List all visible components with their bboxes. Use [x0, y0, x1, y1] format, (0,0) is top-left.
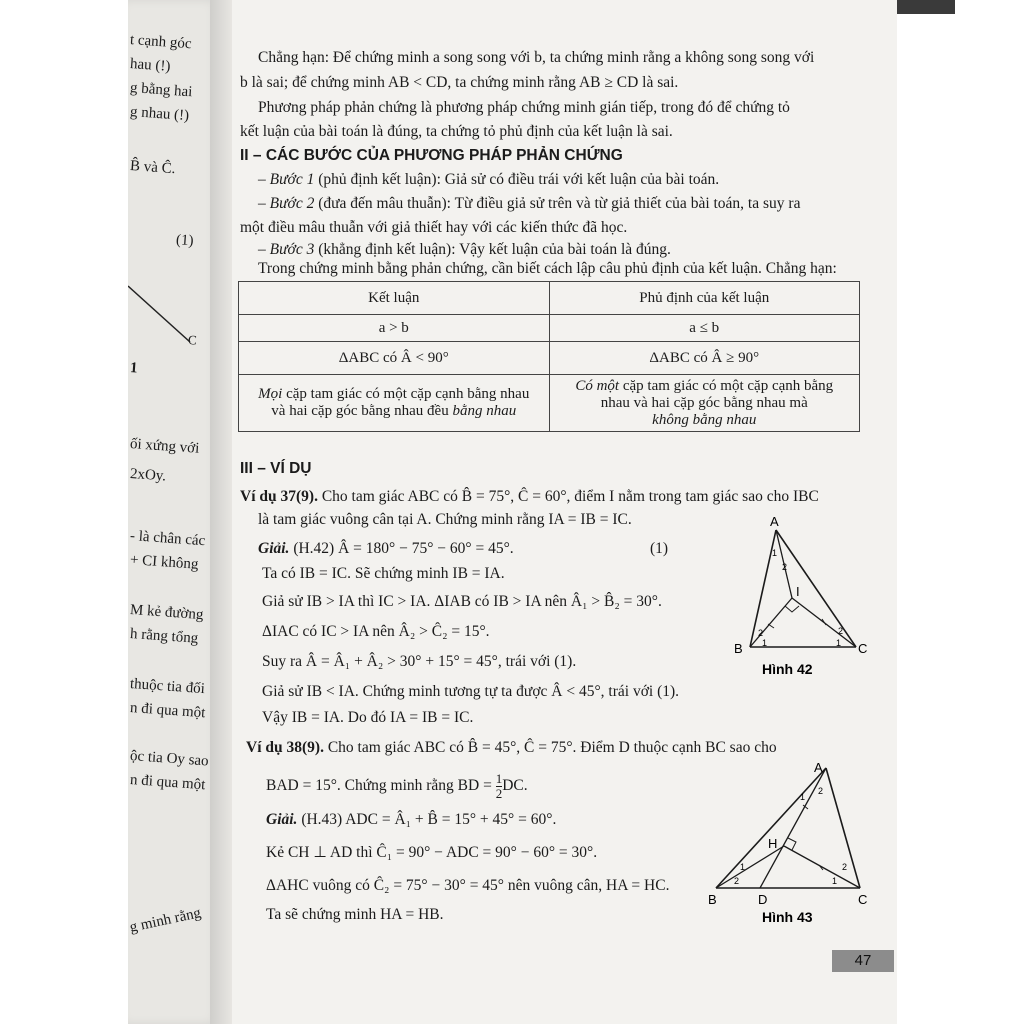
angle-label: 1	[762, 638, 768, 648]
prev-page-line: (1)	[175, 232, 195, 250]
example-38-line-2	[266, 772, 528, 801]
prev-page-line: 2xOy.	[129, 466, 167, 485]
prev-page-figure	[128, 280, 220, 360]
step-1: – Bước 1 (phủ định kết luận): Giả sử có điều trái với kết luận của bài toán.	[258, 171, 720, 188]
table-cell: ΔABC có Â < 90°	[239, 342, 550, 375]
table-cell	[549, 375, 860, 432]
fraction-denominator: 2	[495, 786, 503, 801]
example-37-line-2: là tam giác vuông cân tại A. Chứng minh rằng IA = IB = IC.	[258, 511, 632, 528]
prev-page-line: ộc tia Oy sao	[129, 748, 210, 770]
angle-label: 2	[734, 876, 740, 886]
step-3: – Bước 3 (khẳng định kết luận): Vậy kết luận của bài toán là đúng.	[258, 241, 671, 258]
example-38-solution-4: Ta sẽ chứng minh HA = HB.	[266, 906, 444, 923]
table-header-row	[239, 282, 860, 315]
intro-line-3: Phương pháp phản chứng là phương pháp chứng minh gián tiếp, trong đó để chứng tỏ	[258, 99, 790, 116]
example-37-solution-3: Giả sử IB > IA thì IC > IA. ΔIAB có IB > IA nên Â₁ > B̂₂ = 30°.	[262, 593, 662, 610]
prev-page-line: g bằng hai	[129, 80, 193, 101]
intro-line-1: Chẳng hạn: Để chứng minh a song song với b, ta chứng minh rằng a không song song với	[258, 49, 815, 66]
table-cell: a ≤ b	[549, 315, 860, 342]
table-cell: ΔABC có Â ≥ 90°	[549, 342, 860, 375]
vertex-label-i: I	[796, 584, 800, 599]
section-3-heading: III – VÍ DỤ	[240, 460, 312, 477]
table-text: và hai cặp góc bằng nhau đều	[271, 403, 453, 419]
prev-page-line: 1	[129, 360, 139, 377]
solution-text: (H.42) Â = 180° − 75° − 60° = 45°.	[289, 540, 514, 557]
example-38-solution-2: Kẻ CH ⊥ AD thì Ĉ₁ = 90° − ADC = 90° − 60° = 30°.	[266, 844, 598, 861]
prev-page-line: g nhau (!)	[129, 104, 190, 125]
table-text: cặp tam giác có một cặp cạnh bằng nhau	[282, 386, 530, 402]
vertex-label-b: B	[734, 641, 743, 656]
angle-label: 2	[842, 862, 848, 872]
angle-label: 2	[838, 626, 844, 636]
vertex-label-c: C	[858, 892, 868, 907]
negation-table	[238, 281, 860, 432]
prev-page-line: C	[187, 332, 198, 348]
table-row	[239, 315, 860, 342]
step-2-text: (đưa đến mâu thuẫn): Từ điều giả sử trên và từ giả thiết của bài toán, ta suy ra	[314, 195, 801, 212]
angle-label: 1	[740, 862, 746, 872]
background-right	[897, 0, 1024, 1024]
example-38-text: Cho tam giác ABC có B̂ = 45°, Ĉ = 75°. Điểm D thuộc cạnh BC sao cho	[323, 739, 777, 756]
example-38-label: Ví dụ 38(9).	[246, 739, 324, 756]
example-37-solution-2: Ta có IB = IC. Sẽ chứng minh IB = IA.	[262, 565, 505, 582]
intro-line-4: kết luận của bài toán là đúng, ta chứng tỏ phủ định của kết luận là sai.	[240, 123, 673, 140]
vertex-label-a: A	[814, 760, 823, 775]
prev-page-line: hau (!)	[129, 56, 171, 75]
section-2-heading: II – CÁC BƯỚC CỦA PHƯƠNG PHÁP PHẢN CHỨNG	[240, 147, 623, 164]
example-37-solution-4: ΔIAC có IC > IA nên Â₂ > Ĉ₂ = 15°.	[262, 623, 490, 640]
example-37-label: Ví dụ 37(9).	[240, 488, 318, 505]
angle-label: 1	[800, 792, 806, 802]
prev-page-line: ối xứng với	[129, 436, 200, 457]
figure-42	[730, 512, 870, 682]
table-cell: a > b	[239, 315, 550, 342]
angle-label: 2	[782, 562, 788, 572]
prev-page-line: - là chân các	[129, 528, 206, 550]
vertex-label-c: C	[858, 641, 868, 656]
example-38-solution-3: ΔAHC vuông có Ĉ₂ = 75° − 30° = 45° nên vuông cân, HA = HC.	[266, 877, 670, 894]
table-emphasis: không bằng nhau	[652, 411, 757, 428]
step-2-continuation: một điều mâu thuẫn với giả thiết hay với các kiến thức đã học.	[240, 219, 628, 236]
prev-page-line: g minh rằng	[128, 905, 203, 936]
angle-label: 1	[832, 876, 838, 886]
prev-page-line: h rằng tổng	[129, 626, 199, 647]
step-1-text: (phủ định kết luận): Giả sử có điều trái với kết luận của bài toán.	[314, 171, 720, 188]
angle-label: 2	[818, 786, 824, 796]
step-2-label: Bước 2	[269, 195, 315, 212]
solution-label: Giải.	[258, 540, 290, 557]
example-38-solution-1	[266, 810, 556, 830]
vertex-label-a: A	[770, 514, 779, 529]
prev-page-line: n đi qua một	[129, 772, 206, 794]
step-2: – Bước 2 (đưa đến mâu thuẫn): Từ điều giả sử trên và từ giả thiết của bài toán, ta suy ra	[258, 195, 801, 212]
intro-line-2: b là sai; để chứng minh AB < CD, ta chứng minh rằng AB ≥ CD là sai.	[240, 74, 679, 91]
figure-42-caption: Hình 42	[762, 661, 813, 677]
vertex-label-h: H	[768, 836, 778, 851]
example-37-solution-7: Vậy IB = IA. Do đó IA = IB = IC.	[262, 709, 474, 726]
example-37-solution-5: Suy ra Â = Â₁ + Â₂ > 30° + 15° = 45°, trái với (1).	[262, 653, 577, 670]
prev-page-line: M kẻ đường	[129, 602, 204, 624]
page-number: 47	[832, 950, 894, 972]
table-text: cặp tam giác có một cặp cạnh bằng	[619, 377, 834, 394]
prev-page-line: thuộc tia đối	[129, 676, 206, 698]
example-37-text: Cho tam giác ABC có B̂ = 75°, Ĉ = 60°, điểm I nằm trong tam giác sao cho IBC	[317, 488, 819, 505]
step-3-label: Bước 3	[269, 241, 315, 258]
step-1-label: Bước 1	[269, 171, 315, 188]
vertex-label-b: B	[708, 892, 717, 907]
fraction-numerator: 1	[495, 771, 503, 786]
example-38-text: BAD = 15°. Chứng minh rằng BD =	[266, 777, 496, 795]
prev-page-line: + CI không	[129, 552, 199, 573]
example-38-text: DC.	[502, 777, 528, 795]
table-text: nhau và hai cặp góc bằng nhau mà	[600, 394, 808, 411]
example-38-statement	[246, 738, 777, 758]
angle-label: 2	[758, 628, 764, 638]
table-row	[239, 375, 860, 432]
table-header-cell: Kết luận	[239, 282, 550, 315]
angle-label: 1	[836, 638, 842, 648]
figure-43-caption: Hình 43	[762, 909, 813, 925]
table-intro: Trong chứng minh bằng phản chứng, cần biết cách lập câu phủ định của kết luận. Chẳng hạn:	[258, 260, 837, 277]
table-emphasis: Mọi	[258, 386, 283, 402]
solution-text: (H.43) ADC = Â₁ + B̂ = 15° + 45° = 60°.	[297, 811, 557, 828]
table-row	[239, 342, 860, 375]
solution-label: Giải.	[266, 811, 298, 828]
example-37-solution-6: Giả sử IB < IA. Chứng minh tương tự ta được Â < 45°, trái với (1).	[262, 683, 680, 700]
table-header-cell: Phủ định của kết luận	[549, 282, 860, 315]
prev-page-line: t cạnh góc	[129, 32, 193, 53]
step-3-text: (khẳng định kết luận): Vậy kết luận của bài toán là đúng.	[314, 241, 671, 258]
equation-number: (1)	[650, 540, 669, 557]
table-cell	[239, 375, 550, 432]
table-emphasis: Có một	[575, 377, 620, 394]
prev-page-line: n đi qua một	[129, 700, 206, 722]
example-37-statement	[240, 487, 819, 507]
prev-page-line: B̂ và Ĉ.	[129, 158, 176, 178]
table-emphasis: bằng nhau	[452, 403, 517, 419]
vertex-label-d: D	[758, 892, 768, 907]
figure-43	[700, 758, 872, 930]
background-left	[0, 0, 128, 1024]
example-37-solution-1	[258, 539, 514, 559]
angle-label: 1	[772, 548, 778, 558]
previous-page	[128, 0, 220, 1024]
